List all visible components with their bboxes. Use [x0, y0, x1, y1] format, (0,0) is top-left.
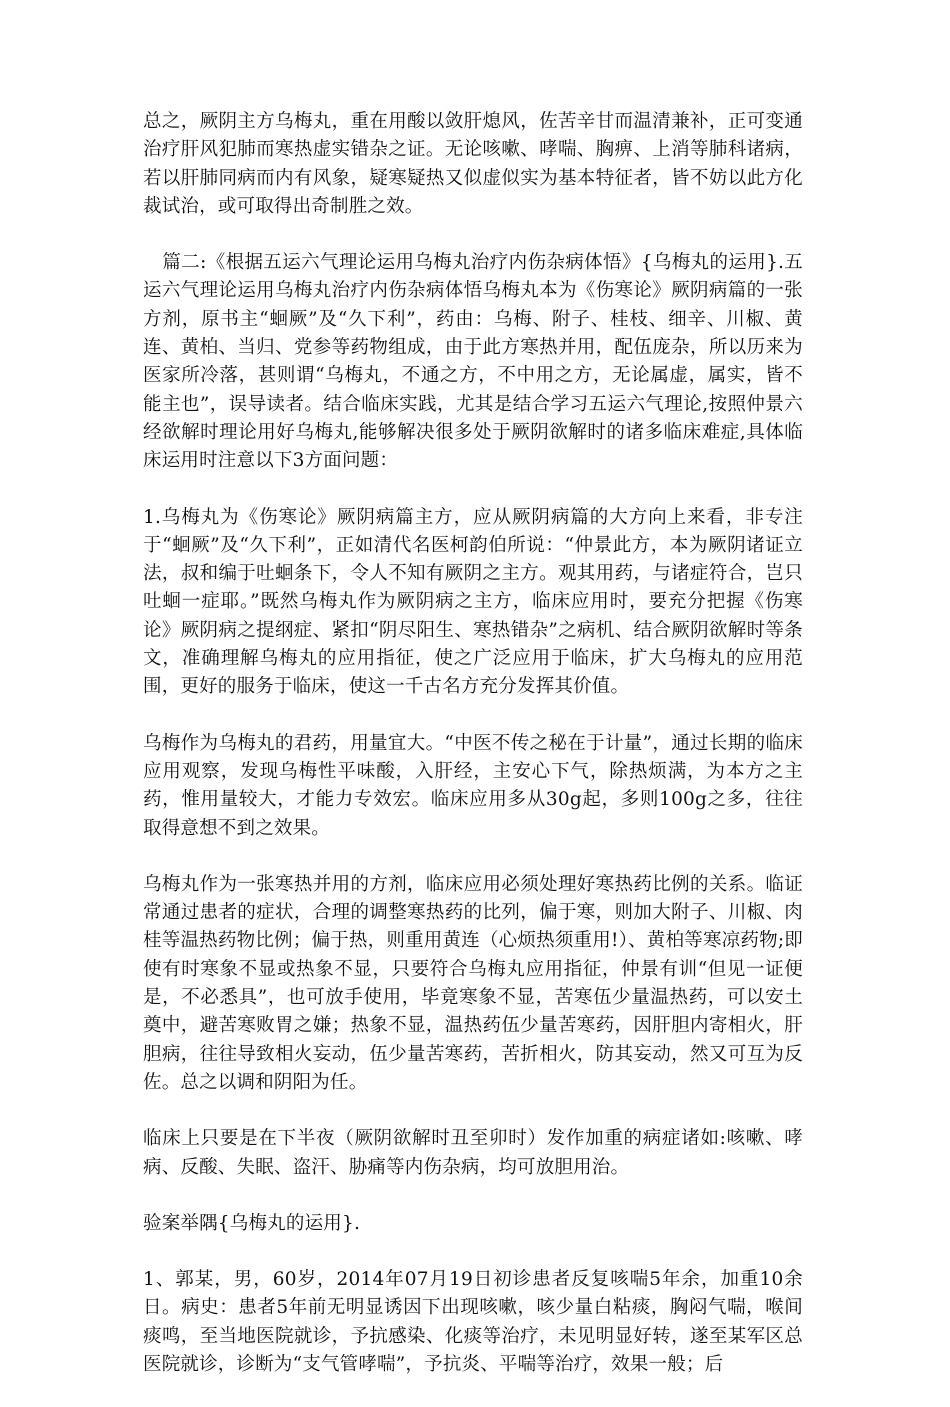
paragraph-point-one: 1.乌梅丸为《伤寒论》厥阴病篇主方，应从厥阴病篇的大方向上来看，非专注于“蛔厥”及“久下利”，正如清代名医柯韵伯所说：“仲景此方，本为厥阴诸证立法，叔和编于吐蛔条下，令人不知有厥阴之主方。观其用药，与诸症符合，岂只吐蛔一症耶。”既然乌梅丸作为厥阴病之主方，临床应用时，要充分把握《伤寒论》厥阴病之提纲症、紧扣“阴尽阳生、寒热错杂”之病机、结合厥阴欲解时等条文，准确理解乌梅丸的应用指征，使之广泛应用于临床，扩大乌梅丸的应用范围，更好的服务于临床，使这一千古名方充分发挥其价值。: [143, 506, 803, 698]
paragraph-case-heading: 验案举隅{乌梅丸的运用}.: [143, 1212, 361, 1234]
paragraph-wumei-dosage: 乌梅作为乌梅丸的君药，用量宜大。“中医不传之秘在于计量”，通过长期的临床应用观察，发现乌梅性平味酸，入肝经，主安心下气，除热烦满，为本方之主药，惟用量较大，才能力专效宏。临床应用多从30g起，多则100g之多，往往取得意想不到之效果。: [143, 732, 803, 839]
paragraph-summary: 总之，厥阴主方乌梅丸，重在用酸以敛肝熄风，佐苦辛甘而温清兼补，正可变通治疗肝风犯肺而寒热虚实错杂之证。无论咳嗽、哮喘、胸痹、上消等肺科诸病，若以肝肺同病而内有风象，疑寒疑热又似虚似实为基本特征者，皆不妨以此方化裁试治，或可取得出奇制胜之效。: [143, 111, 803, 217]
paragraph-article-two-intro: 篇二:《根据五运六气理论运用乌梅丸治疗内伤杂病体悟》{乌梅丸的运用}.五运六气理论运用乌梅丸治疗内伤杂病体悟乌梅丸本为《伤寒论》厥阴病篇的一张方剂，原书主“蛔厥”及“久下利”，药由：乌梅、附子、桂枝、细辛、川椒、黄连、黄柏、当归、党参等药物组成，由于此方寒热并用，配伍庞杂，所以历来为医家所冷落，甚则谓“乌梅丸，不通之方，不中用之方，无论属虚，属实，皆不能主也”，误导读者。结合临床实践，尤其是结合学习五运六气理论,按照仲景六经欲解时理论用好乌梅丸,能够解决很多处于厥阴欲解时的诸多临床难症,具体临床运用时注意以下3方面问题：: [143, 252, 803, 472]
paragraph-cold-heat-ratio: 乌梅丸作为一张寒热并用的方剂，临床应用必须处理好寒热药比例的关系。临证常通过患者的症状，合理的调整寒热药的比列，偏于寒，则加大附子、川椒、肉桂等温热药物比例；偏于热，则重用黄连（心烦热须重用!）、黄柏等寒凉药物;即使有时寒象不显或热象不显，只要符合乌梅丸应用指征，仲景有训“但见一证便是，不必悉具”，也可放手使用，毕竟寒象不显，苦寒伍少量温热药，可以安土奠中，避苦寒败胃之嫌；热象不显，温热药伍少量苦寒药，因肝胆内寄相火，肝胆病，往往导致相火妄动，伍少量苦寒药，苦折相火，防其妄动，然又可互为反佐。总之以调和阴阳为任。: [143, 873, 803, 1093]
paragraph-case-one: 1、郭某，男，60岁，2014年07月19日初诊患者反复咳喘5年余，加重10余日。病史：患者5年前无明显诱因下出现咳嗽，咳少量白粘痰，胸闷气喘，喉间痰鸣，至当地医院就诊，予抗感染、化痰等治疗，未见明显好转，遂至某军区总医院就诊，诊断为“支气管哮喘”，予抗炎、平喘等治疗，效果一般；后: [143, 1269, 803, 1375]
paragraph-clinical-timing: 临床上只要是在下半夜（厥阴欲解时丑至卯时）发作加重的病症诸如:咳嗽、哮病、反酸、失眠、盗汗、胁痛等内伤杂病，均可放胆用治。: [143, 1128, 803, 1178]
document-body: [143, 108, 803, 1407]
